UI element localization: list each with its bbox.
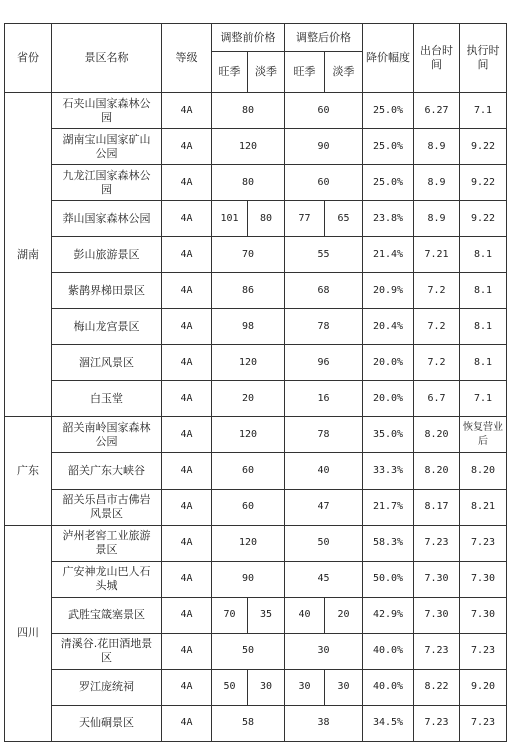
after-price-cell: 38 — [285, 705, 363, 741]
exec-date-cell: 8.1 — [460, 273, 507, 309]
drop-rate-cell: 21.7% — [363, 489, 414, 525]
before-price-cell: 120 — [212, 525, 285, 561]
grade-cell: 4A — [162, 525, 212, 561]
after-price-cell: 50 — [285, 525, 363, 561]
before-price-cell: 120 — [212, 129, 285, 165]
grade-cell: 4A — [162, 201, 212, 237]
scenic-name-cell: 武胜宝箴塞景区 — [52, 597, 162, 633]
header-exec-date: 执行时间 — [460, 24, 507, 93]
table-row — [5, 129, 507, 165]
before-peak-cell: 50 — [212, 669, 248, 705]
table-row — [5, 705, 507, 741]
drop-rate-cell: 35.0% — [363, 417, 414, 453]
grade-cell: 4A — [162, 633, 212, 669]
before-price-cell: 80 — [212, 93, 285, 129]
release-date-cell: 8.9 — [414, 201, 460, 237]
table-row — [5, 525, 507, 561]
table-row — [5, 453, 507, 489]
exec-date-cell: 7.1 — [460, 381, 507, 417]
before-off-cell: 30 — [248, 669, 285, 705]
release-date-cell: 7.23 — [414, 633, 460, 669]
drop-rate-cell: 42.9% — [363, 597, 414, 633]
table-row — [5, 597, 507, 633]
header-grade: 等级 — [162, 24, 212, 93]
grade-cell: 4A — [162, 93, 212, 129]
before-off-cell: 35 — [248, 597, 285, 633]
after-price-cell: 47 — [285, 489, 363, 525]
table-row — [5, 669, 507, 705]
release-date-cell: 7.23 — [414, 525, 460, 561]
scenic-name-cell: 天仙硐景区 — [52, 705, 162, 741]
before-peak-cell: 101 — [212, 201, 248, 237]
exec-date-cell: 7.23 — [460, 525, 507, 561]
scenic-name-cell: 韶关广东大峡谷 — [52, 453, 162, 489]
before-peak-cell: 70 — [212, 597, 248, 633]
table-body — [5, 93, 507, 742]
release-date-cell: 6.27 — [414, 93, 460, 129]
table-row — [5, 381, 507, 417]
grade-cell: 4A — [162, 597, 212, 633]
after-price-cell: 78 — [285, 309, 363, 345]
table-row — [5, 237, 507, 273]
exec-date-cell: 7.30 — [460, 561, 507, 597]
release-date-cell: 8.17 — [414, 489, 460, 525]
grade-cell: 4A — [162, 453, 212, 489]
drop-rate-cell: 20.9% — [363, 273, 414, 309]
scenic-name-cell: 广安神龙山巴人石头城 — [52, 561, 162, 597]
drop-rate-cell: 40.0% — [363, 633, 414, 669]
release-date-cell: 7.30 — [414, 561, 460, 597]
header-before-price: 调整前价格 — [212, 24, 285, 52]
exec-date-cell: 9.22 — [460, 129, 507, 165]
after-off-cell: 20 — [325, 597, 363, 633]
header-after-peak: 旺季 — [285, 52, 325, 93]
scenic-name-cell: 韶关南岭国家森林公园 — [52, 417, 162, 453]
header-before-peak: 旺季 — [212, 52, 248, 93]
drop-rate-cell: 50.0% — [363, 561, 414, 597]
release-date-cell: 7.21 — [414, 237, 460, 273]
release-date-cell: 6.7 — [414, 381, 460, 417]
exec-date-cell: 8.1 — [460, 237, 507, 273]
release-date-cell: 8.22 — [414, 669, 460, 705]
before-price-cell: 120 — [212, 417, 285, 453]
header-release-date: 出台时间 — [414, 24, 460, 93]
release-date-cell: 7.23 — [414, 705, 460, 741]
drop-rate-cell: 20.4% — [363, 309, 414, 345]
after-price-cell: 45 — [285, 561, 363, 597]
header-before-off: 淡季 — [248, 52, 285, 93]
drop-rate-cell: 40.0% — [363, 669, 414, 705]
exec-date-cell: 7.23 — [460, 633, 507, 669]
grade-cell: 4A — [162, 561, 212, 597]
release-date-cell: 7.30 — [414, 597, 460, 633]
release-date-cell: 8.20 — [414, 453, 460, 489]
after-peak-cell: 40 — [285, 597, 325, 633]
before-price-cell: 98 — [212, 309, 285, 345]
header-province: 省份 — [5, 24, 52, 93]
after-price-cell: 96 — [285, 345, 363, 381]
scenic-name-cell: 白玉堂 — [52, 381, 162, 417]
before-price-cell: 60 — [212, 489, 285, 525]
header-after-off: 淡季 — [325, 52, 363, 93]
province-cell: 广东 — [5, 417, 52, 525]
header-row-top — [5, 24, 507, 52]
drop-rate-cell: 25.0% — [363, 165, 414, 201]
exec-date-cell: 恢复营业后 — [460, 417, 507, 453]
grade-cell: 4A — [162, 381, 212, 417]
table-row — [5, 561, 507, 597]
grade-cell: 4A — [162, 669, 212, 705]
table-row — [5, 417, 507, 453]
before-price-cell: 86 — [212, 273, 285, 309]
scenic-name-cell: 紫鹊界梯田景区 — [52, 273, 162, 309]
before-price-cell: 50 — [212, 633, 285, 669]
exec-date-cell: 7.1 — [460, 93, 507, 129]
exec-date-cell: 8.1 — [460, 345, 507, 381]
exec-date-cell: 8.1 — [460, 309, 507, 345]
drop-rate-cell: 20.0% — [363, 345, 414, 381]
grade-cell: 4A — [162, 309, 212, 345]
after-price-cell: 60 — [285, 165, 363, 201]
before-price-cell: 90 — [212, 561, 285, 597]
release-date-cell: 7.2 — [414, 273, 460, 309]
before-price-cell: 80 — [212, 165, 285, 201]
scenic-name-cell: 涸江风景区 — [52, 345, 162, 381]
release-date-cell: 8.20 — [414, 417, 460, 453]
table-row — [5, 345, 507, 381]
grade-cell: 4A — [162, 417, 212, 453]
exec-date-cell: 8.21 — [460, 489, 507, 525]
after-price-cell: 78 — [285, 417, 363, 453]
after-price-cell: 30 — [285, 633, 363, 669]
after-peak-cell: 77 — [285, 201, 325, 237]
scenic-name-cell: 梅山龙宫景区 — [52, 309, 162, 345]
drop-rate-cell: 20.0% — [363, 381, 414, 417]
release-date-cell: 8.9 — [414, 165, 460, 201]
before-price-cell: 60 — [212, 453, 285, 489]
grade-cell: 4A — [162, 705, 212, 741]
table-row — [5, 165, 507, 201]
scenic-name-cell: 泸州老窖工业旅游景区 — [52, 525, 162, 561]
grade-cell: 4A — [162, 489, 212, 525]
after-off-cell: 30 — [325, 669, 363, 705]
table-row — [5, 201, 507, 237]
release-date-cell: 7.2 — [414, 309, 460, 345]
scenic-name-cell: 罗江庞统祠 — [52, 669, 162, 705]
before-off-cell: 80 — [248, 201, 285, 237]
drop-rate-cell: 25.0% — [363, 129, 414, 165]
scenic-name-cell: 清溪谷.花田酒地景区 — [52, 633, 162, 669]
table-row — [5, 633, 507, 669]
scenic-name-cell: 彭山旅游景区 — [52, 237, 162, 273]
header-after-price: 调整后价格 — [285, 24, 363, 52]
after-price-cell: 16 — [285, 381, 363, 417]
after-price-cell: 68 — [285, 273, 363, 309]
price-table — [4, 23, 507, 742]
exec-date-cell: 9.22 — [460, 201, 507, 237]
after-peak-cell: 30 — [285, 669, 325, 705]
table-row — [5, 489, 507, 525]
after-price-cell: 55 — [285, 237, 363, 273]
before-price-cell: 20 — [212, 381, 285, 417]
drop-rate-cell: 34.5% — [363, 705, 414, 741]
drop-rate-cell: 21.4% — [363, 237, 414, 273]
grade-cell: 4A — [162, 165, 212, 201]
table-row — [5, 93, 507, 129]
scenic-name-cell: 韶关乐昌市古佛岩风景区 — [52, 489, 162, 525]
table-row — [5, 273, 507, 309]
grade-cell: 4A — [162, 273, 212, 309]
drop-rate-cell: 33.3% — [363, 453, 414, 489]
before-price-cell: 58 — [212, 705, 285, 741]
after-price-cell: 90 — [285, 129, 363, 165]
scenic-name-cell: 莽山国家森林公园 — [52, 201, 162, 237]
before-price-cell: 70 — [212, 237, 285, 273]
exec-date-cell: 7.30 — [460, 597, 507, 633]
after-price-cell: 40 — [285, 453, 363, 489]
after-off-cell: 65 — [325, 201, 363, 237]
drop-rate-cell: 25.0% — [363, 93, 414, 129]
table-row — [5, 309, 507, 345]
header-drop-rate: 降价幅度 — [363, 24, 414, 93]
drop-rate-cell: 23.8% — [363, 201, 414, 237]
exec-date-cell: 9.20 — [460, 669, 507, 705]
scenic-name-cell: 湖南宝山国家矿山公园 — [52, 129, 162, 165]
release-date-cell: 7.2 — [414, 345, 460, 381]
exec-date-cell: 8.20 — [460, 453, 507, 489]
drop-rate-cell: 58.3% — [363, 525, 414, 561]
exec-date-cell: 9.22 — [460, 165, 507, 201]
grade-cell: 4A — [162, 345, 212, 381]
header-scenic-name: 景区名称 — [52, 24, 162, 93]
release-date-cell: 8.9 — [414, 129, 460, 165]
exec-date-cell: 7.23 — [460, 705, 507, 741]
province-cell: 四川 — [5, 525, 52, 741]
grade-cell: 4A — [162, 129, 212, 165]
scenic-name-cell: 石夹山国家森林公园 — [52, 93, 162, 129]
after-price-cell: 60 — [285, 93, 363, 129]
scenic-name-cell: 九龙江国家森林公园 — [52, 165, 162, 201]
province-cell: 湖南 — [5, 93, 52, 417]
before-price-cell: 120 — [212, 345, 285, 381]
grade-cell: 4A — [162, 237, 212, 273]
